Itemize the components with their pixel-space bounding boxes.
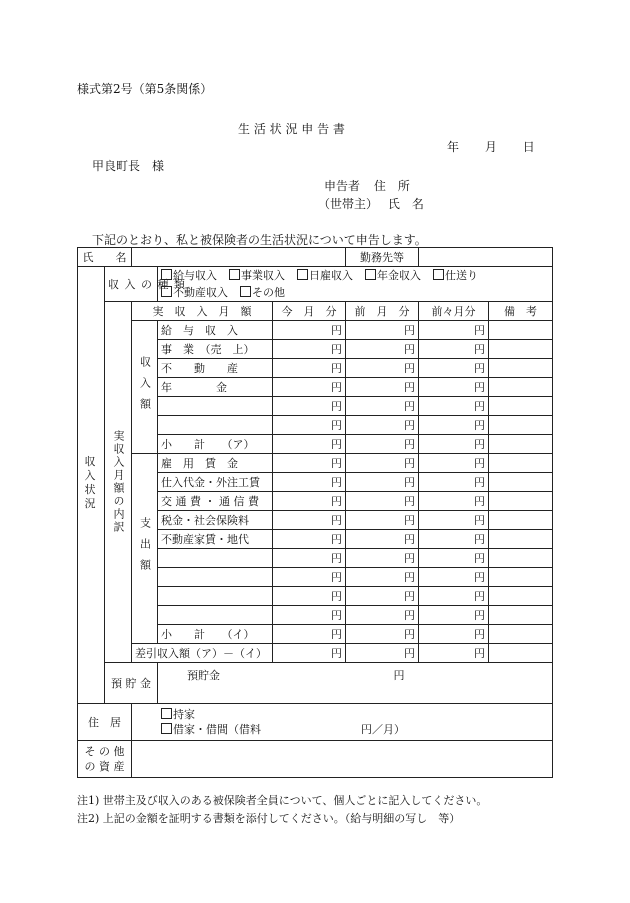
yen-cell[interactable]: 円: [419, 473, 489, 492]
yen-cell[interactable]: 円: [346, 587, 419, 606]
yen-cell[interactable]: 円: [346, 530, 419, 549]
form-number: 様式第2号（第5条関係）: [77, 82, 213, 96]
yen-cell[interactable]: 円: [273, 473, 346, 492]
income-row-label-blank[interactable]: [158, 416, 273, 435]
other-assets-field[interactable]: [132, 741, 553, 778]
checkbox-owned-house[interactable]: 持家: [161, 707, 549, 722]
expense-row-label: 交 通 費 ・ 通 信 費: [158, 492, 273, 511]
actual-income-label-cell: 実 収 入 月 額: [132, 302, 273, 321]
expense-row-label: 雇 用 賃 金: [158, 454, 273, 473]
yen-cell[interactable]: 円: [419, 549, 489, 568]
yen-cell[interactable]: 円: [346, 416, 419, 435]
yen-cell[interactable]: 円: [273, 644, 346, 663]
yen-cell[interactable]: 円: [419, 454, 489, 473]
remarks-cell[interactable]: [489, 644, 553, 663]
yen-cell[interactable]: 円: [419, 435, 489, 454]
checkbox-business-income[interactable]: 事業収入: [229, 268, 285, 283]
yen-cell[interactable]: 円: [273, 530, 346, 549]
remarks-cell[interactable]: [489, 587, 553, 606]
yen-cell[interactable]: 円: [346, 568, 419, 587]
yen-cell[interactable]: 円: [273, 454, 346, 473]
remarks-cell[interactable]: [489, 625, 553, 644]
remarks-cell[interactable]: [489, 511, 553, 530]
checkbox-other-income[interactable]: その他: [240, 285, 285, 300]
yen-cell[interactable]: 円: [273, 568, 346, 587]
yen-cell[interactable]: 円: [346, 606, 419, 625]
yen-cell[interactable]: 円: [273, 625, 346, 644]
savings-unit: 円: [393, 669, 405, 682]
yen-cell[interactable]: 円: [346, 378, 419, 397]
income-row-label-blank[interactable]: [158, 397, 273, 416]
column-header-two-months-ago: 前々月分: [419, 302, 489, 321]
yen-cell[interactable]: 円: [419, 644, 489, 663]
expense-row-label: 仕入代金・外注工賃: [158, 473, 273, 492]
remarks-cell[interactable]: [489, 416, 553, 435]
yen-cell[interactable]: 円: [419, 359, 489, 378]
checkbox-rented-house[interactable]: 借家・借間（借料 円／月）: [161, 722, 549, 737]
name-label-cell: 氏 名: [78, 248, 132, 267]
yen-cell[interactable]: 円: [346, 340, 419, 359]
income-row-label: 不 動 産: [158, 359, 273, 378]
yen-cell[interactable]: 円: [273, 397, 346, 416]
remarks-cell[interactable]: [489, 378, 553, 397]
yen-cell[interactable]: 円: [419, 397, 489, 416]
checkbox-real-estate-income[interactable]: 不動産収入: [161, 285, 228, 300]
yen-cell[interactable]: 円: [273, 321, 346, 340]
yen-cell[interactable]: 円: [273, 340, 346, 359]
yen-cell[interactable]: 円: [273, 511, 346, 530]
yen-cell[interactable]: 円: [419, 492, 489, 511]
yen-cell[interactable]: 円: [419, 321, 489, 340]
income-status-label-cell: 収入状況: [78, 267, 105, 704]
yen-cell[interactable]: 円: [419, 340, 489, 359]
breakdown-label-cell: 実収入月額の内訳: [105, 302, 132, 663]
column-header-this-month: 今 月 分: [273, 302, 346, 321]
income-group-label-cell: 収入額: [132, 321, 158, 454]
declarant-address-line: [324, 177, 410, 194]
remarks-cell[interactable]: [489, 492, 553, 511]
expense-row-label: 不動産家賃・地代: [158, 530, 273, 549]
declarant-label: 申告者: [324, 179, 361, 193]
yen-cell[interactable]: 円: [419, 416, 489, 435]
addressee: 甲良町長 様: [92, 159, 165, 173]
yen-cell[interactable]: 円: [419, 587, 489, 606]
expense-row-label-blank[interactable]: [158, 568, 273, 587]
household-head-label: （世帯主）: [318, 197, 379, 211]
date-year: 年: [447, 140, 460, 154]
yen-cell[interactable]: 円: [419, 511, 489, 530]
savings-field[interactable]: [158, 663, 553, 704]
housing-label-cell: 住 居: [78, 704, 132, 741]
income-type-label-cell: 収 入 の 種 類: [105, 267, 158, 302]
name-label: 氏 名: [387, 197, 424, 211]
yen-cell[interactable]: 円: [346, 454, 419, 473]
name-value-field[interactable]: [132, 248, 346, 267]
yen-cell[interactable]: 円: [346, 625, 419, 644]
income-row-label: 給 与 収 入: [158, 321, 273, 340]
yen-cell[interactable]: 円: [346, 359, 419, 378]
remarks-cell[interactable]: [489, 340, 553, 359]
remarks-cell[interactable]: [489, 435, 553, 454]
yen-cell[interactable]: 円: [273, 549, 346, 568]
remarks-cell[interactable]: [489, 549, 553, 568]
income-row-label: 事 業 （売 上）: [158, 340, 273, 359]
expense-row-label-blank[interactable]: [158, 587, 273, 606]
yen-cell[interactable]: 円: [273, 416, 346, 435]
column-header-remarks: 備 考: [489, 302, 553, 321]
date-line: [447, 138, 535, 155]
yen-cell[interactable]: 円: [273, 435, 346, 454]
expense-row-label: 税金・社会保険料: [158, 511, 273, 530]
income-status-table: [77, 247, 553, 778]
yen-cell[interactable]: 円: [419, 378, 489, 397]
yen-cell[interactable]: 円: [273, 492, 346, 511]
yen-cell[interactable]: 円: [346, 435, 419, 454]
remarks-cell[interactable]: [489, 321, 553, 340]
note-1: 注1) 世帯主及び収入のある被保険者全員について、個人ごとに記入してください。: [77, 794, 488, 807]
yen-cell[interactable]: 円: [419, 530, 489, 549]
yen-cell[interactable]: 円: [346, 549, 419, 568]
savings-text: 預貯金: [187, 669, 220, 682]
remarks-cell[interactable]: [489, 359, 553, 378]
income-row-label: 年 金: [158, 378, 273, 397]
expense-group-label-cell: 支出額: [132, 454, 158, 644]
net-income-label: 差引収入額（ア）－（イ）: [132, 644, 273, 663]
savings-label-cell: 預 貯 金: [105, 663, 158, 704]
declarant-name-line: [318, 195, 424, 212]
yen-cell[interactable]: 円: [419, 625, 489, 644]
expense-row: [78, 454, 553, 473]
housing-options: [132, 704, 553, 741]
yen-cell[interactable]: 円: [346, 397, 419, 416]
note-2: 注2) 上記の金額を証明する書類を添付してください。（給与明細の写し 等）: [77, 812, 461, 825]
income-row: [78, 321, 553, 340]
yen-cell[interactable]: 円: [273, 606, 346, 625]
yen-cell[interactable]: 円: [419, 606, 489, 625]
expense-subtotal-label: 小 計 （イ）: [158, 625, 273, 644]
expense-row-label-blank[interactable]: [158, 549, 273, 568]
date-month: 月: [484, 140, 497, 154]
column-header-last-month: 前 月 分: [346, 302, 419, 321]
remarks-cell[interactable]: [489, 397, 553, 416]
checkbox-remittance[interactable]: 仕送り: [433, 268, 478, 283]
yen-cell[interactable]: 円: [346, 511, 419, 530]
yen-cell[interactable]: 円: [346, 644, 419, 663]
net-income-row: [78, 644, 553, 663]
checkbox-salary-income[interactable]: 給与収入: [161, 268, 217, 283]
yen-cell[interactable]: 円: [419, 568, 489, 587]
yen-cell[interactable]: 円: [346, 492, 419, 511]
remarks-cell[interactable]: [489, 530, 553, 549]
workplace-label-cell: 勤務先等: [346, 248, 419, 267]
intro-text: 下記のとおり、私と被保険者の生活状況について申告します。: [92, 233, 427, 247]
income-subtotal-label: 小 計 （ア）: [158, 435, 273, 454]
yen-cell[interactable]: 円: [346, 321, 419, 340]
yen-cell[interactable]: 円: [346, 473, 419, 492]
date-day: 日: [522, 140, 535, 154]
remarks-cell[interactable]: [489, 454, 553, 473]
yen-cell[interactable]: 円: [273, 587, 346, 606]
income-type-checkboxes: [158, 267, 553, 302]
workplace-value-field[interactable]: [419, 248, 553, 267]
checkbox-daily-wage-income[interactable]: 日雇収入: [297, 268, 353, 283]
expense-row-label-blank[interactable]: [158, 606, 273, 625]
yen-cell[interactable]: 円: [273, 378, 346, 397]
remarks-cell[interactable]: [489, 473, 553, 492]
yen-cell[interactable]: 円: [273, 359, 346, 378]
other-assets-label-cell: そ の 他 の 資 産: [78, 741, 132, 778]
checkbox-pension-income[interactable]: 年金収入: [365, 268, 421, 283]
remarks-cell[interactable]: [489, 606, 553, 625]
address-label: 住 所: [373, 179, 410, 193]
remarks-cell[interactable]: [489, 568, 553, 587]
document-title: 生 活 状 況 申 告 書: [238, 122, 345, 136]
